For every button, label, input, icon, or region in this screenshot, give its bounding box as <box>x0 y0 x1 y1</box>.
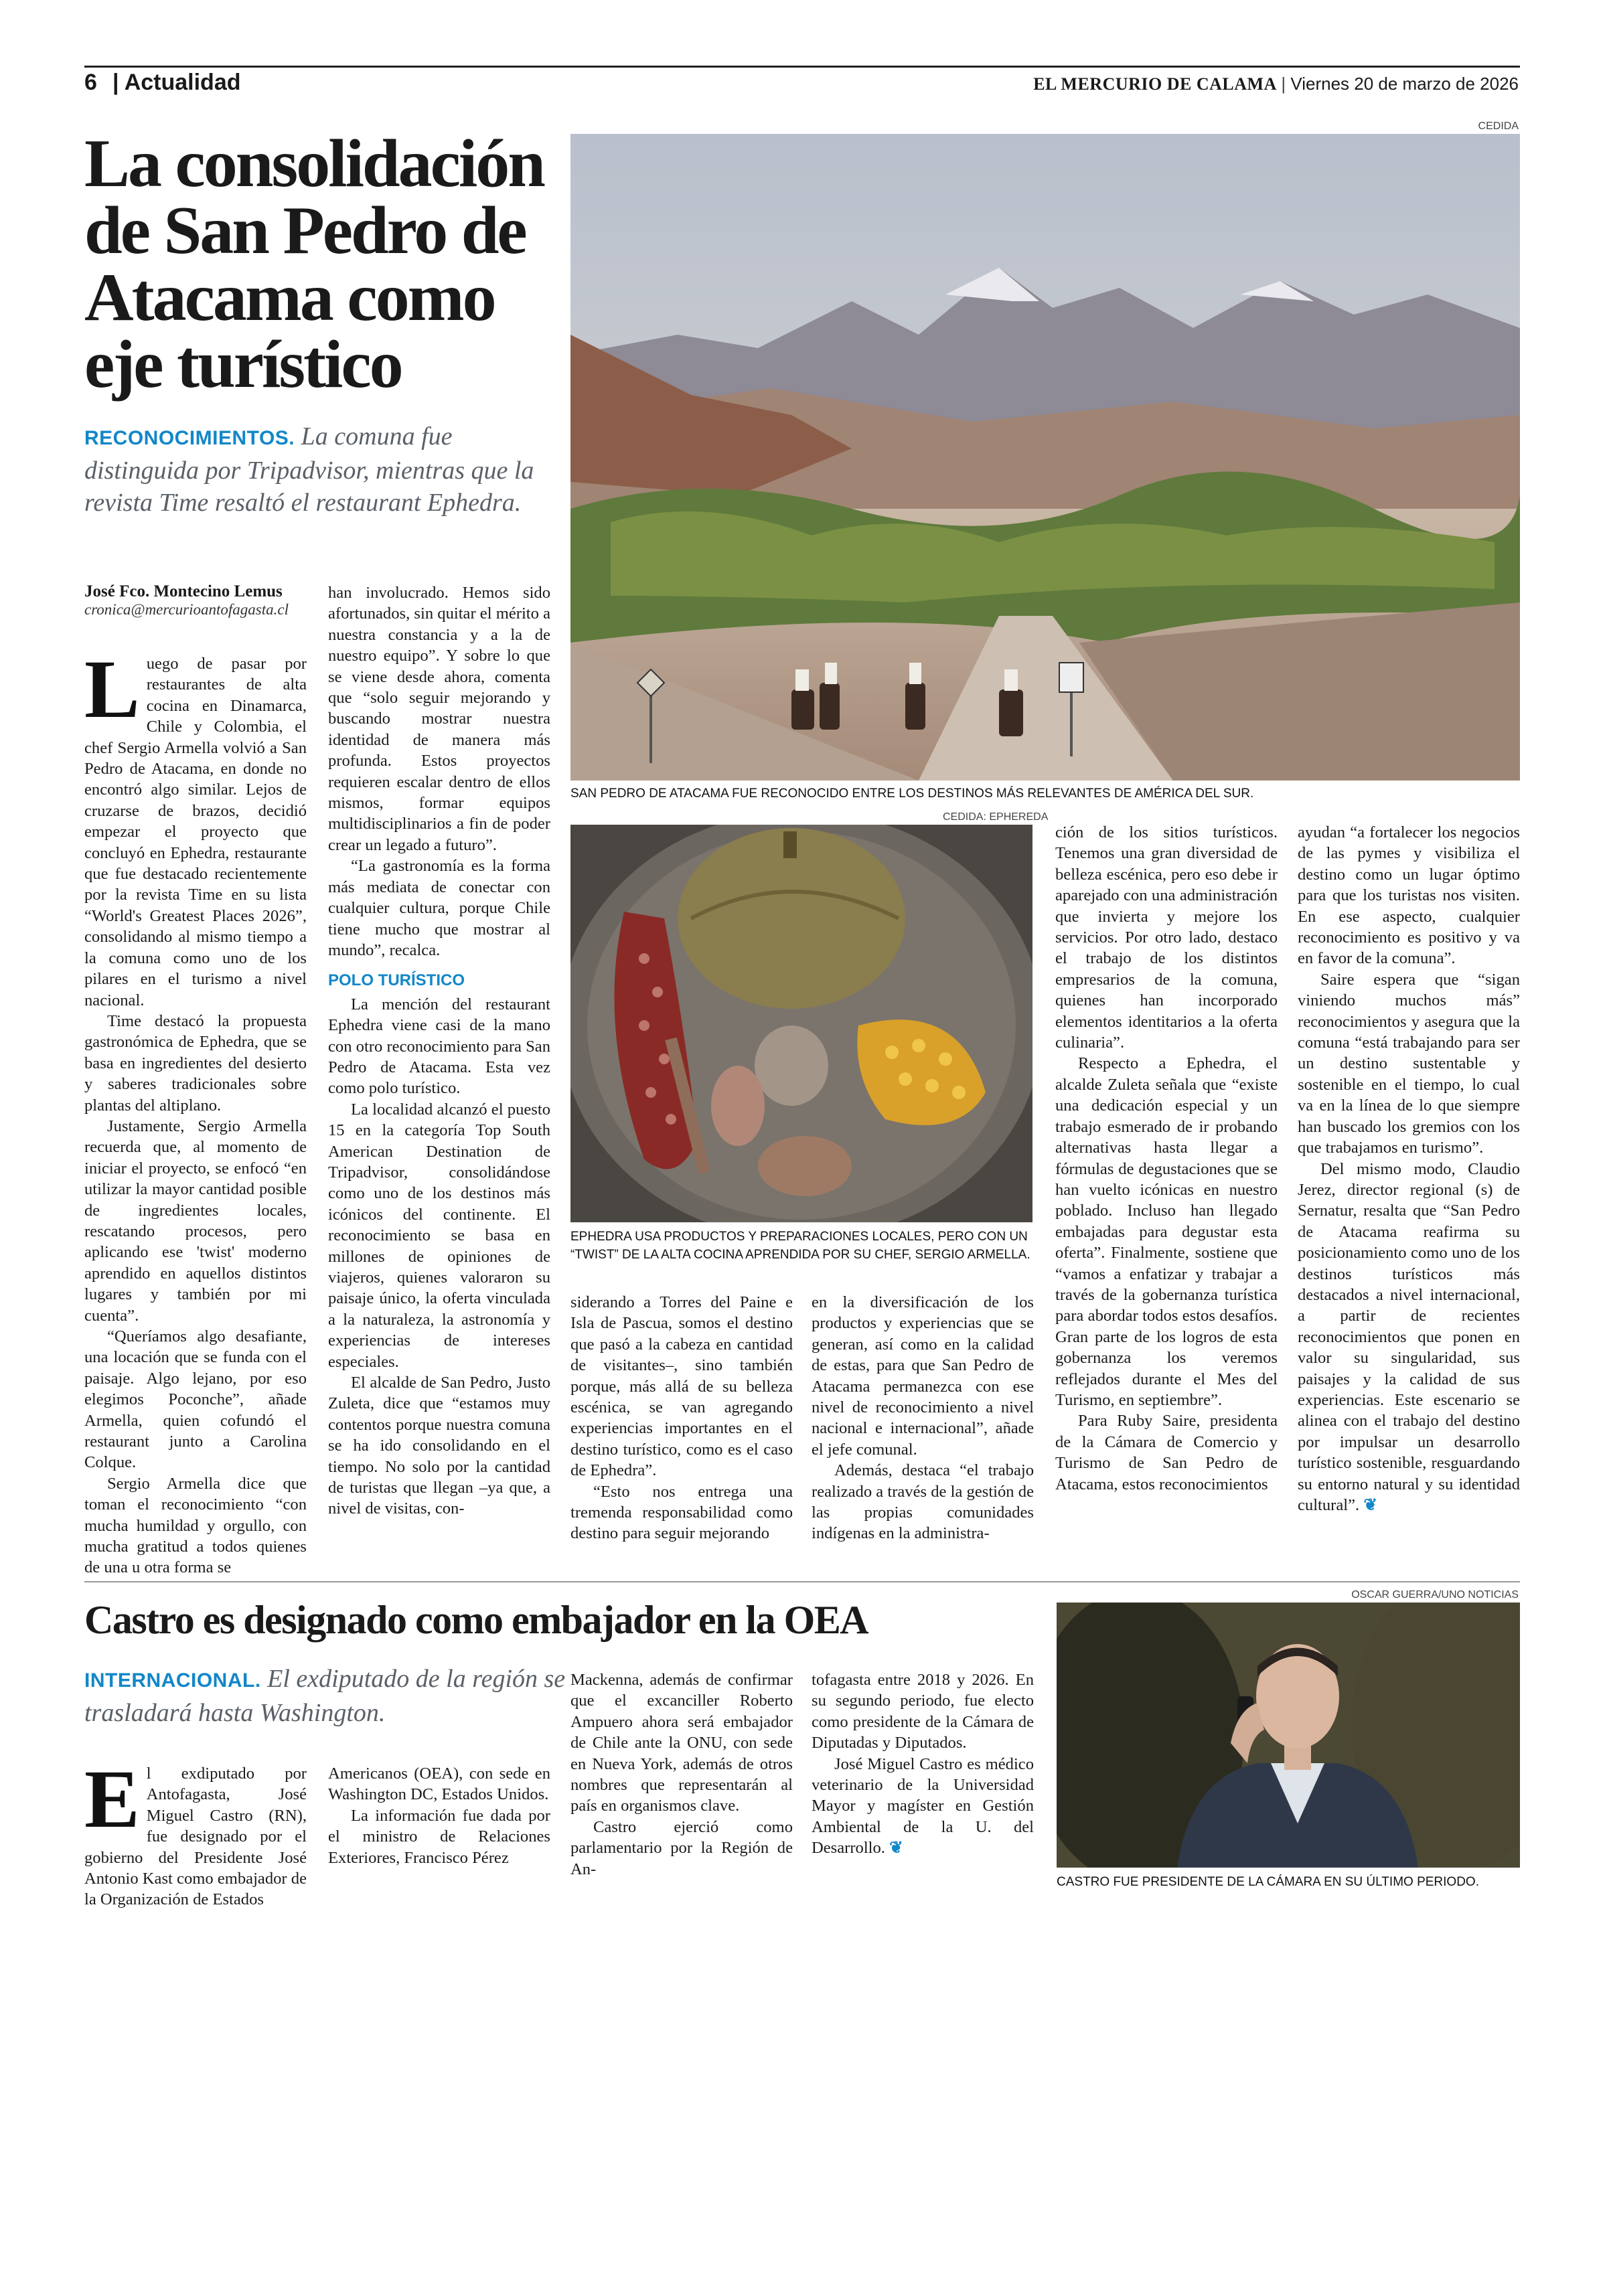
section-label: | Actualidad <box>112 70 241 95</box>
photo-credit: CEDIDA: EPHEREDA <box>943 811 1049 823</box>
article-column <box>84 643 307 1578</box>
portrait-illustration <box>1057 1603 1520 1868</box>
paragraph: “Esto nos entrega una tremenda responsabilidad como destino para seguir mejorando <box>570 1482 793 1543</box>
paragraph: “La gastronomía es la forma más mediata de conectar con cualquier cultura, porque Chile tiene mucho que mostrar al mundo”, recalca. <box>328 857 550 959</box>
publication-date: Viernes 20 de marzo de 2026 <box>1290 74 1519 94</box>
article-column <box>812 1292 1034 1544</box>
photo-caption: SAN PEDRO DE ATACAMA FUE RECONOCIDO ENTRE LOS DESTINOS MÁS RELEVANTES DE AMÉRICA DEL SUR. <box>570 787 1254 801</box>
drop-cap: L <box>84 643 140 735</box>
subhead: POLO TURÍSTICO <box>328 971 465 990</box>
paragraph: Para Ruby Saire, presidenta de la Cámara de Comercio y Turismo de San Pedro de Atacama, estos reconocimientos <box>1055 1412 1278 1493</box>
paragraph: La mención del restaurant Ephedra viene casi de la mano con otro reconocimiento para San Pedro de Atacama. Esta vez como polo turístico. <box>328 995 550 1098</box>
landscape-illustration <box>570 134 1520 781</box>
paragraph <box>1298 1159 1520 1516</box>
article-column <box>570 1292 793 1544</box>
article-deck <box>84 1663 566 1729</box>
publication-line: EL MERCURIO DE CALAMA | Viernes 20 de marzo de 2026 <box>1033 74 1519 94</box>
section-name: Actualidad <box>124 70 241 95</box>
paragraph: ción de los sitios turísticos. Tenemos una gran diversidad de belleza escénica, pero eso debe ir aparejado con una administración que invierta y mejore los servicios. Por otro lado, destaco el trabajo de los distintos empresarios de la comuna, quienes han incorporado elementos identitarios a la oferta culinaria”. <box>1055 823 1278 1052</box>
end-mark-icon: ❦ <box>1363 1496 1377 1514</box>
paragraph-text: José Miguel Castro es médico veterinario de la Universidad Mayor y magíster en Gestión Ambiental de la U. del Desarrollo. <box>812 1754 1034 1858</box>
photo-caption: EPHEDRA USA PRODUCTOS Y PREPARACIONES LOCALES, PERO CON UN “TWIST” DE LA ALTA COCINA APRENDIDA POR SU CHEF, SERGIO ARMELLA. <box>570 1230 1030 1262</box>
paragraph: han involucrado. Hemos sido afortunados, sin quitar el mérito a nuestra constancia y a la de nuestro equipo”. Y sobre lo que se viene desde ahora, comenta que “solo seguir mejorando y buscando mostrar nuestra identidad de manera más profunda. Estos proyectos requieren escalar dentro de ellos mismos, formar equipos multidisciplinarios a fin de poder crear un legado a futuro”. <box>328 584 550 854</box>
paragraph <box>812 1754 1034 1859</box>
paragraph: Además, destaca “el trabajo realizado a través de la gestión de las propias comunidades indígenas en la administra- <box>812 1461 1034 1543</box>
food-photo <box>570 825 1032 1222</box>
paragraph: El alcalde de San Pedro, Justo Zuleta, dice que “estamos muy contentos porque nuestra comuna se ha ido consolidando en el tiempo. No solo por la cantidad de turistas que llegan –ya que, a nivel de visitas, con- <box>328 1374 550 1518</box>
article-headline: Castro es designado como embajador en la OEA <box>84 1598 868 1642</box>
paragraph: “Queríamos algo desafiante, una locación que se funda con el paisaje. Algo lejano, por eso elegimos Poconche”, añade Armella, quien cofundó el restaurant junto a Carolina Colque. <box>84 1327 307 1472</box>
paragraph: Sergio Armella dice que toman el reconocimiento “con mucha humildad y orgullo, con mucha gratitud a todos quienes de una u otra forma se <box>84 1474 307 1577</box>
paragraph: uego de pasar por restaurantes de alta cocina en Dinamarca, Chile y Colombia, el chef Sergio Armella volvió a San Pedro de Atacama, en donde no encontró algo similar. Lejos de cruzarse de brazos, decidió empezar el proyecto que concluyó en Ephedra, restaurante que fue destacado recientemente por la revista Time en su lista “World's Greatest Places 2026”, consolidando al mismo tiempo a la comuna como uno de los pilares en el turismo a nivel nacional. <box>84 655 307 1009</box>
paragraph: Saire espera que “sigan viniendo muchos más” reconocimientos y asegura que la comuna “está trabajando para ser un destino sustentable y sostenible en el tiempo, lo cual va en la línea de lo que siempre han buscado los gremios con los que trabajamos en turismo”. <box>1298 970 1520 1157</box>
article-column <box>328 582 550 1520</box>
article-column <box>570 1669 793 1880</box>
article-column <box>328 1763 550 1868</box>
article-column <box>84 1753 307 1910</box>
author-name: José Fco. Montecino Lemus <box>84 582 283 600</box>
paragraph: Castro ejerció como parlamentario por la Región de An- <box>570 1817 793 1878</box>
paragraph: La localidad alcanzó el puesto 15 en la categoría Top South American Destination de Tripadvisor, consolidándose como uno de los destinos más icónicos del continente. El reconocimiento se basa en millones de opiniones de viajeros, quienes valoraron su paisaje único, la oferta vinculada a la naturaleza, la astronomía y experiencias de intereses especiales. <box>328 1100 550 1371</box>
paragraph-text: Del mismo modo, Claudio Jerez, director regional (s) de Sernatur, resalta que “San Pedro de Atacama reafirma su posicionamiento como uno de los destinos turísticos más destacados a nivel internacional, a partir de recientes reconocimientos que ponen en valor su singularidad, sus paisajes y la calidad de sus experiencias. Este escenario se alinea con el trabajo del destino por impulsar un desarrollo turístico sostenible, resguardando su entorno natural y su identidad cultural”. <box>1298 1159 1520 1514</box>
paragraph: Time destacó la propuesta gastronómica de Ephedra, que se basa en ingredientes del desierto y saberes tradicionales sobre plantas del altiplano. <box>84 1011 307 1115</box>
author-email[interactable]: cronica@mercurioantofagasta.cl <box>84 601 289 618</box>
end-mark-icon: ❦ <box>889 1839 903 1858</box>
byline <box>84 582 312 619</box>
paragraph: Mackenna, además de confirmar que el excanciller Roberto Ampuero ahora será embajador de Chile ante la ONU, con sede en Nueva York, además de otros nombres que representarán al país en organismos clave. <box>570 1671 793 1815</box>
portrait-photo <box>1057 1603 1520 1868</box>
publication-name: EL MERCURIO DE CALAMA <box>1033 74 1277 94</box>
article-column <box>812 1669 1034 1859</box>
paragraph: Justamente, Sergio Armella recuerda que, al momento de iniciar el proyecto, se enfocó “en utilizar la mayor cantidad posible de ingredientes locales, rescatando procesos, pero aplicando ese 'twist' moderno aprendido en aquellos distintos lugares y también por mi cuenta”. <box>84 1117 307 1325</box>
paragraph: tofagasta entre 2018 y 2026. En su segundo periodo, fue electo como presidente de la Cámara de Diputadas y Diputados. <box>812 1671 1034 1752</box>
deck-kicker: INTERNACIONAL. <box>84 1669 261 1692</box>
paragraph: Respecto a Ephedra, el alcalde Zuleta señala que “existe una dedicación especial y un trabajo esmerado de ir probando alternativas hasta llegar a fórmulas de degustaciones que se han vuelto icónicas en nuestro poblado. Incluso han llegado embajadas para degustar esta oferta”. Finalmente, sostiene que “vamos a enfatizar y trabajar a través de la gobernanza turística para abordar todos estos desafíos. Gran parte de los logros de esta gobernanza los veremos reflejados durante el Mes del Turismo, en septiembre”. <box>1055 1054 1278 1409</box>
paragraph: siderando a Torres del Paine e Isla de Pascua, somos el destino que pasó a la cabeza en cantidad de visitantes–, sino también porque, más allá de su belleza escénica, se van agregando experiencias importantes en el destino turístico, como es el caso de Ephedra”. <box>570 1293 793 1480</box>
paragraph: Americanos (OEA), con sede en Washington DC, Estados Unidos. <box>328 1765 550 1804</box>
deck-text: El exdiputado de la región se trasladará hasta Washington. <box>84 1665 566 1727</box>
photo-caption: CASTRO FUE PRESIDENTE DE LA CÁMARA EN SU ÚLTIMO PERIODO. <box>1057 1875 1479 1889</box>
deck-text: La comuna fue distinguida por Tripadvisor, mientras que la revista Time resaltó el restaurant Ephedra. <box>84 422 534 517</box>
paragraph: en la diversificación de los productos y experiencias que se generan, así como en la calidad de estas, para que San Pedro de Atacama permanezca con ese nivel de reconocimiento a nivel nacional e internacional”, añade el jefe comunal. <box>812 1293 1034 1459</box>
article-deck <box>84 420 553 519</box>
photo-credit: CEDIDA <box>1478 120 1519 132</box>
produce-illustration <box>570 825 1032 1222</box>
photo-credit: OSCAR GUERRA/UNO NOTICIAS <box>1351 1589 1519 1601</box>
paragraph: l exdiputado por Antofagasta, José Miguel Castro (RN), fue designado por el gobierno del Presidente José Antonio Kast como embajador de la Organización de Estados <box>84 1765 307 1909</box>
header-rule <box>84 66 1520 68</box>
section-divider <box>84 1581 1520 1582</box>
deck-kicker: RECONOCIMIENTOS. <box>84 427 295 449</box>
article-column <box>1055 822 1278 1495</box>
landscape-photo <box>570 134 1520 781</box>
paragraph: ayudan “a fortalecer los negocios de las pymes y visibiliza el destino como un lugar óptimo para que los turistas nos visiten. En ese aspecto, cualquier reconocimiento es positivo y va en favor de la comuna”. <box>1298 823 1520 968</box>
paragraph: La información fue dada por el ministro de Relaciones Exteriores, Francisco Pérez <box>328 1806 550 1867</box>
drop-cap: E <box>84 1753 140 1845</box>
article-headline: La consolidación de San Pedro de Atacama como eje turístico <box>84 126 544 402</box>
article-column <box>1298 822 1520 1515</box>
page-number: 6 <box>84 70 97 95</box>
